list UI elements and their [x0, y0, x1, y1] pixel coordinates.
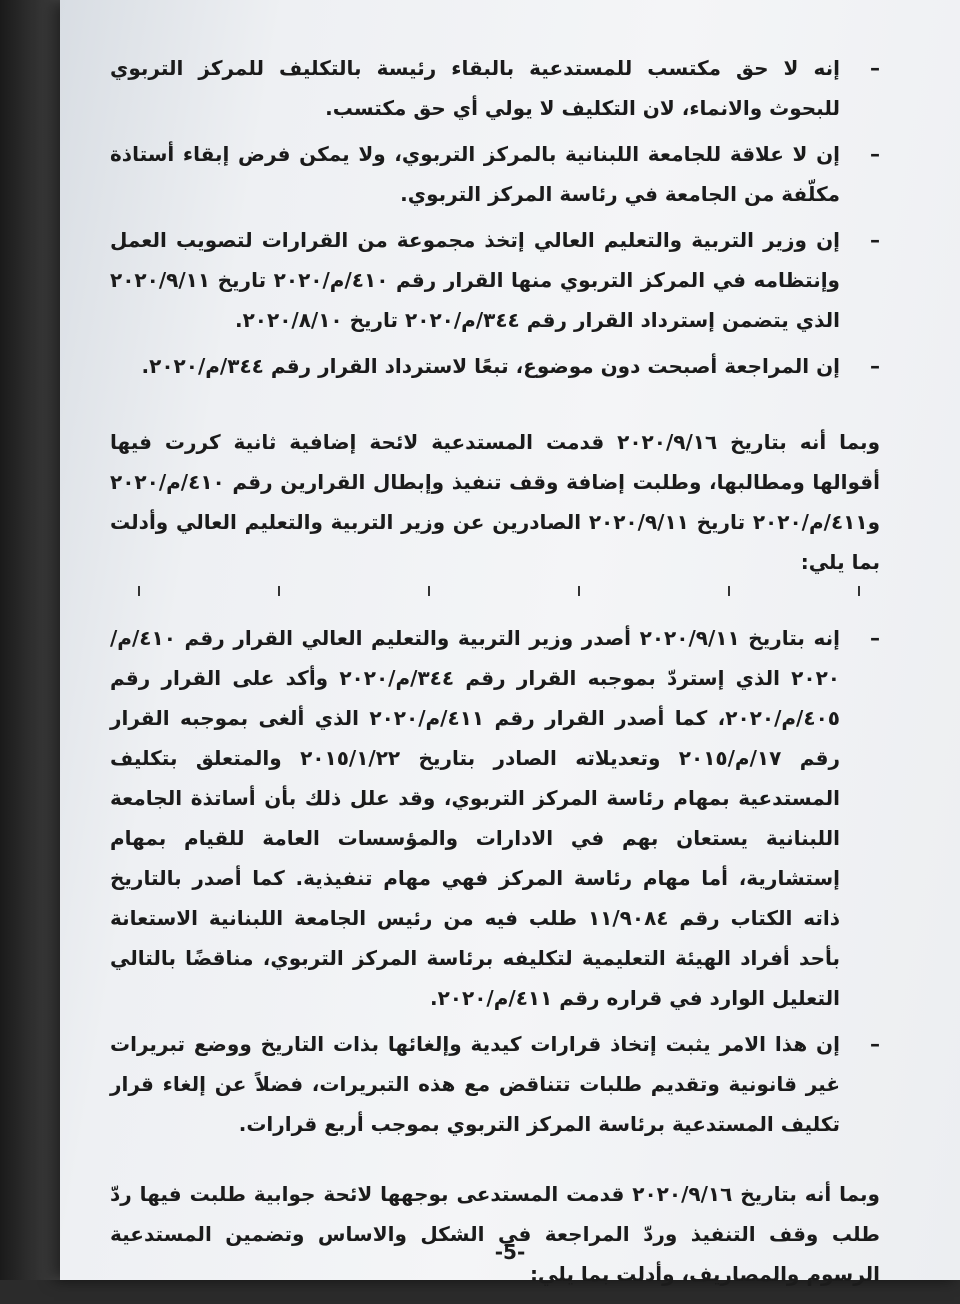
- tick-mark: [138, 586, 140, 596]
- document-body: [110, 48, 880, 1304]
- list-item: [110, 220, 880, 340]
- tick-marks: [110, 586, 880, 596]
- bullet-list-middle: [110, 618, 880, 1144]
- list-item-text: إنه لا حق مكتسب للمستدعية بالبقاء رئيسة بالتكليف للمركز التربوي للبحوث والانماء، لان التكليف لا يولي أي حق مكتسب.: [110, 56, 840, 120]
- list-item-text: إنه بتاريخ ٢٠٢٠/٩/١١ أصدر وزير التربية والتعليم العالي القرار رقم ٤١٠/م/٢٠٢٠ الذي إستردّ بموجبه القرار رقم ٣٤٤/م/٢٠٢٠ وأكد على القرار رقم ٤٠٥/م/٢٠٢٠، كما أصدر القرار رقم ٤١١/م/٢٠٢٠ الذي ألغى بموجبه القرار رقم ١٧/م/٢٠١٥ وتعديلاته الصادر بتاريخ ٢٠١٥/١/٢٢ والمتعلق بتكليف المستدعية بمهام رئاسة المركز التربوي، وقد علل ذلك بأن أساتذة الجامعة اللبنانية يستعان بهم في الادارات والمؤسسات العامة للقيام بمهام إستشارية، أما مهام رئاسة المركز فهي مهام تنفيذية. كما أصدر بالتاريخ ذاته الكتاب رقم ١١/٩٠٨٤ طلب فيه من رئيس الجامعة اللبنانية الاستعانة بأحد أفراد الهيئة التعليمية لتكليفه برئاسة المركز التربوي، مناقضًا بالتالي التعليل الوارد في قراره رقم ٤١١/م/٢٠٢٠.: [110, 626, 841, 1010]
- list-item: [110, 134, 880, 214]
- bullet-dash: –: [870, 228, 880, 252]
- tick-mark: [278, 586, 280, 596]
- tick-mark: [858, 586, 860, 596]
- list-item: [110, 48, 880, 128]
- bullet-dash: –: [870, 56, 880, 80]
- paragraph: وبما أنه بتاريخ ٢٠٢٠/٩/١٦ قدمت المستدعية لائحة إضافية ثانية كررت فيها أقوالها ومطالبها، وطلبت إضافة وقف تنفيذ وإبطال القرارين رقم ٤١٠/م/٢٠٢٠ و٤١١/م/٢٠٢٠ تاريخ ٢٠٢٠/٩/١١ الصادرين عن وزير التربية والتعليم العالي وأدلت بما يلي:: [110, 430, 880, 574]
- list-item: [110, 618, 880, 1018]
- document-page: [60, 0, 960, 1286]
- tick-mark: [728, 586, 730, 596]
- bullet-dash: –: [870, 142, 880, 166]
- list-item-text: إن لا علاقة للجامعة اللبنانية بالمركز التربوي، ولا يمكن فرض إبقاء أستاذة مكلّفة من الجامعة في رئاسة المركز التربوي.: [110, 142, 840, 206]
- bullet-dash: –: [870, 1032, 880, 1056]
- list-item-text: إن المراجعة أصبحت دون موضوع، تبعًا لاسترداد القرار رقم ٣٤٤/م/٢٠٢٠.: [141, 354, 840, 378]
- page-number: -5-: [494, 1240, 526, 1264]
- paragraph: وبما أنه بتاريخ ٢٠٢٠/٩/١٦ قدمت المستدعى بوجهها لائحة جوابية طلبت فيها ردّ طلب وقف التنفيذ وردّ المراجعة في الشكل والاساس وتضمين المستدعية الرسوم والمصاريف، وأدلت بما يلي:: [110, 1182, 880, 1286]
- bullet-list-top: [110, 48, 880, 386]
- list-item: [110, 346, 880, 386]
- tick-mark: [578, 586, 580, 596]
- tick-mark: [428, 586, 430, 596]
- list-item-text: إن هذا الامر يثبت إتخاذ قرارات كيدية وإلغائها بذات التاريخ ووضع تبريرات غير قانونية وتقديم طلبات تتناقض مع هذه التبريرات، فضلاً عن إلغاء قرار تكليف المستدعية برئاسة المركز التربوي بموجب أربع قرارات.: [110, 1032, 840, 1136]
- list-item-text: إن وزير التربية والتعليم العالي إتخذ مجموعة من القرارات لتصويب العمل وإنتظامه في المركز التربوي منها القرار رقم ٤١٠/م/٢٠٢٠ تاريخ ٢٠٢٠/٩/١١ الذي يتضمن إسترداد القرار رقم ٣٤٤/م/٢٠٢٠ تاريخ ٢٠٢٠/٨/١٠.: [110, 228, 840, 332]
- bullet-dash: –: [870, 354, 880, 378]
- list-item: [110, 1024, 880, 1144]
- bullet-dash: –: [870, 626, 880, 650]
